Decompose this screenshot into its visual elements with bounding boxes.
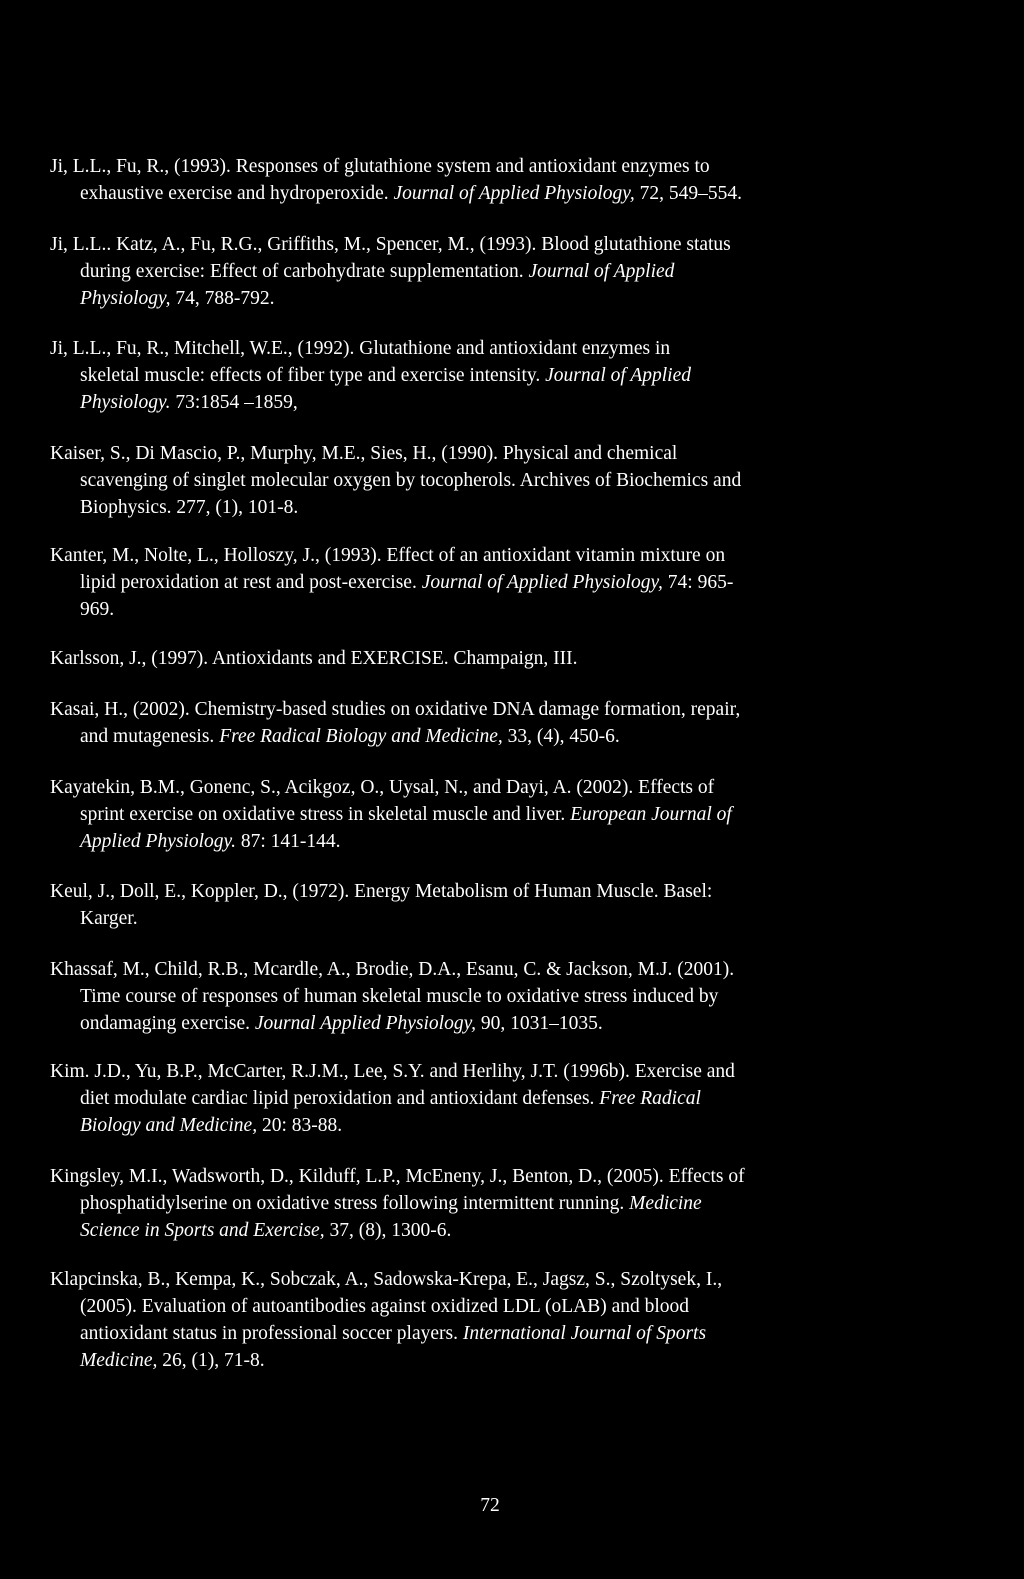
reference-line: Kim. J.D., Yu, B.P., McCarter, R.J.M., Lee, S.Y. and Herlihy, J.T. (1996b). Exercise and — [50, 1061, 735, 1082]
journal-title: Science in Sports and Exercise, — [80, 1220, 325, 1241]
reference-line: Science in Sports and Exercise, 37, (8), 1300-6. — [80, 1220, 452, 1241]
reference-line: skeletal muscle: effects of fiber type and exercise intensity. Journal of Applied — [80, 365, 692, 386]
reference-entry — [50, 1058, 860, 1139]
reference-entry — [50, 153, 860, 207]
reference-line: (2005). Evaluation of autoantibodies against oxidized LDL (oLAB) and blood — [80, 1296, 690, 1317]
reference-line: Ji, L.L.. Katz, A., Fu, R.G., Griffiths, M., Spencer, M., (1993). Blood glutathione status — [50, 234, 731, 255]
reference-line: Time course of responses of human skeletal muscle to oxidative stress induced by — [80, 986, 719, 1007]
reference-line: Ji, L.L., Fu, R., Mitchell, W.E., (1992). Glutathione and antioxidant enzymes in — [50, 338, 671, 359]
reference-entry — [50, 696, 860, 750]
reference-line: Kasai, H., (2002). Chemistry-based studies on oxidative DNA damage formation, repair, — [50, 699, 741, 720]
journal-title: Free Radical Biology and Medicine, — [219, 726, 503, 747]
reference-line: Kanter, M., Nolte, L., Holloszy, J., (1993). Effect of an antioxidant vitamin mixture on — [50, 545, 726, 566]
journal-title: Medicine — [629, 1193, 702, 1214]
reference-line: Physiology, 74, 788-792. — [80, 288, 275, 309]
reference-entry — [50, 956, 860, 1037]
reference-line: during exercise: Effect of carbohydrate supplementation. Journal of Applied — [80, 261, 675, 282]
reference-entry — [50, 645, 860, 672]
reference-line: antioxidant status in professional soccer players. International Journal of Sports — [80, 1323, 707, 1344]
reference-line: Klapcinska, B., Kempa, K., Sobczak, A., Sadowska-Krepa, E., Jagsz, S., Szoltysek, I., — [50, 1269, 723, 1290]
reference-line: Kayatekin, B.M., Gonenc, S., Acikgoz, O., Uysal, N., and Dayi, A. (2002). Effects of — [50, 777, 715, 798]
journal-title: Journal of Applied Physiology, — [421, 572, 663, 593]
journal-title: Journal of Applied Physiology, — [393, 183, 635, 204]
reference-line: and mutagenesis. Free Radical Biology and Medicine, 33, (4), 450-6. — [80, 726, 620, 747]
journal-title: Applied Physiology. — [80, 831, 236, 852]
reference-line: 969. — [80, 599, 115, 620]
journal-title: Physiology, — [80, 288, 171, 309]
reference-line: exhaustive exercise and hydroperoxide. Journal of Applied Physiology, 72, 549–554. — [80, 183, 742, 204]
journal-title: Journal of Applied — [528, 261, 675, 282]
reference-line: Karger. — [80, 908, 138, 929]
reference-entry — [50, 231, 860, 312]
reference-line: Karlsson, J., (1997). Antioxidants and EXERCISE. Champaign, III. — [50, 648, 578, 669]
reference-entry — [50, 335, 860, 416]
reference-entry — [50, 1163, 860, 1244]
reference-line: Ji, L.L., Fu, R., (1993). Responses of glutathione system and antioxidant enzymes to — [50, 156, 710, 177]
journal-title: Biology and Medicine, — [80, 1115, 258, 1136]
reference-line: Physiology. 73:1854 –1859, — [80, 392, 298, 413]
reference-entry — [50, 878, 860, 932]
reference-entry — [50, 1266, 860, 1374]
reference-line: scavenging of singlet molecular oxygen by tocopherols. Archives of Biochemics and — [80, 470, 742, 491]
reference-line: Biology and Medicine, 20: 83-88. — [80, 1115, 343, 1136]
reference-line: Medicine, 26, (1), 71-8. — [80, 1350, 265, 1371]
reference-line: diet modulate cardiac lipid peroxidation and antioxidant defenses. Free Radical — [80, 1088, 701, 1109]
reference-line: phosphatidylserine on oxidative stress following intermittent running. Medicine — [80, 1193, 702, 1214]
reference-line: Keul, J., Doll, E., Koppler, D., (1972). Energy Metabolism of Human Muscle. Basel: — [50, 881, 713, 902]
page-number: 72 — [480, 1495, 500, 1516]
reference-line: ondamaging exercise. Journal Applied Physiology, 90, 1031–1035. — [80, 1013, 603, 1034]
journal-title: Physiology. — [80, 392, 171, 413]
journal-title: European Journal of — [570, 804, 732, 825]
reference-line: sprint exercise on oxidative stress in skeletal muscle and liver. European Journal of — [80, 804, 732, 825]
reference-line: Biophysics. 277, (1), 101-8. — [80, 497, 299, 518]
reference-line: Applied Physiology. 87: 141-144. — [80, 831, 341, 852]
journal-title: Journal of Applied — [545, 365, 692, 386]
journal-title: International Journal of Sports — [462, 1323, 707, 1344]
reference-line: lipid peroxidation at rest and post-exercise. Journal of Applied Physiology, 74: 965- — [80, 572, 734, 593]
journal-title: Journal Applied Physiology, — [254, 1013, 477, 1034]
reference-line: Khassaf, M., Child, R.B., Mcardle, A., Brodie, D.A., Esanu, C. & Jackson, M.J. (2001). — [50, 959, 735, 980]
reference-entry — [50, 542, 860, 623]
reference-entry — [50, 774, 860, 855]
reference-entry — [50, 440, 860, 521]
reference-line: Kingsley, M.I., Wadsworth, D., Kilduff, L.P., McEneny, J., Benton, D., (2005). Effects of — [50, 1166, 745, 1187]
journal-title: Free Radical — [599, 1088, 701, 1109]
reference-line: Kaiser, S., Di Mascio, P., Murphy, M.E., Sies, H., (1990). Physical and chemical — [50, 443, 678, 464]
journal-title: Medicine, — [80, 1350, 158, 1371]
